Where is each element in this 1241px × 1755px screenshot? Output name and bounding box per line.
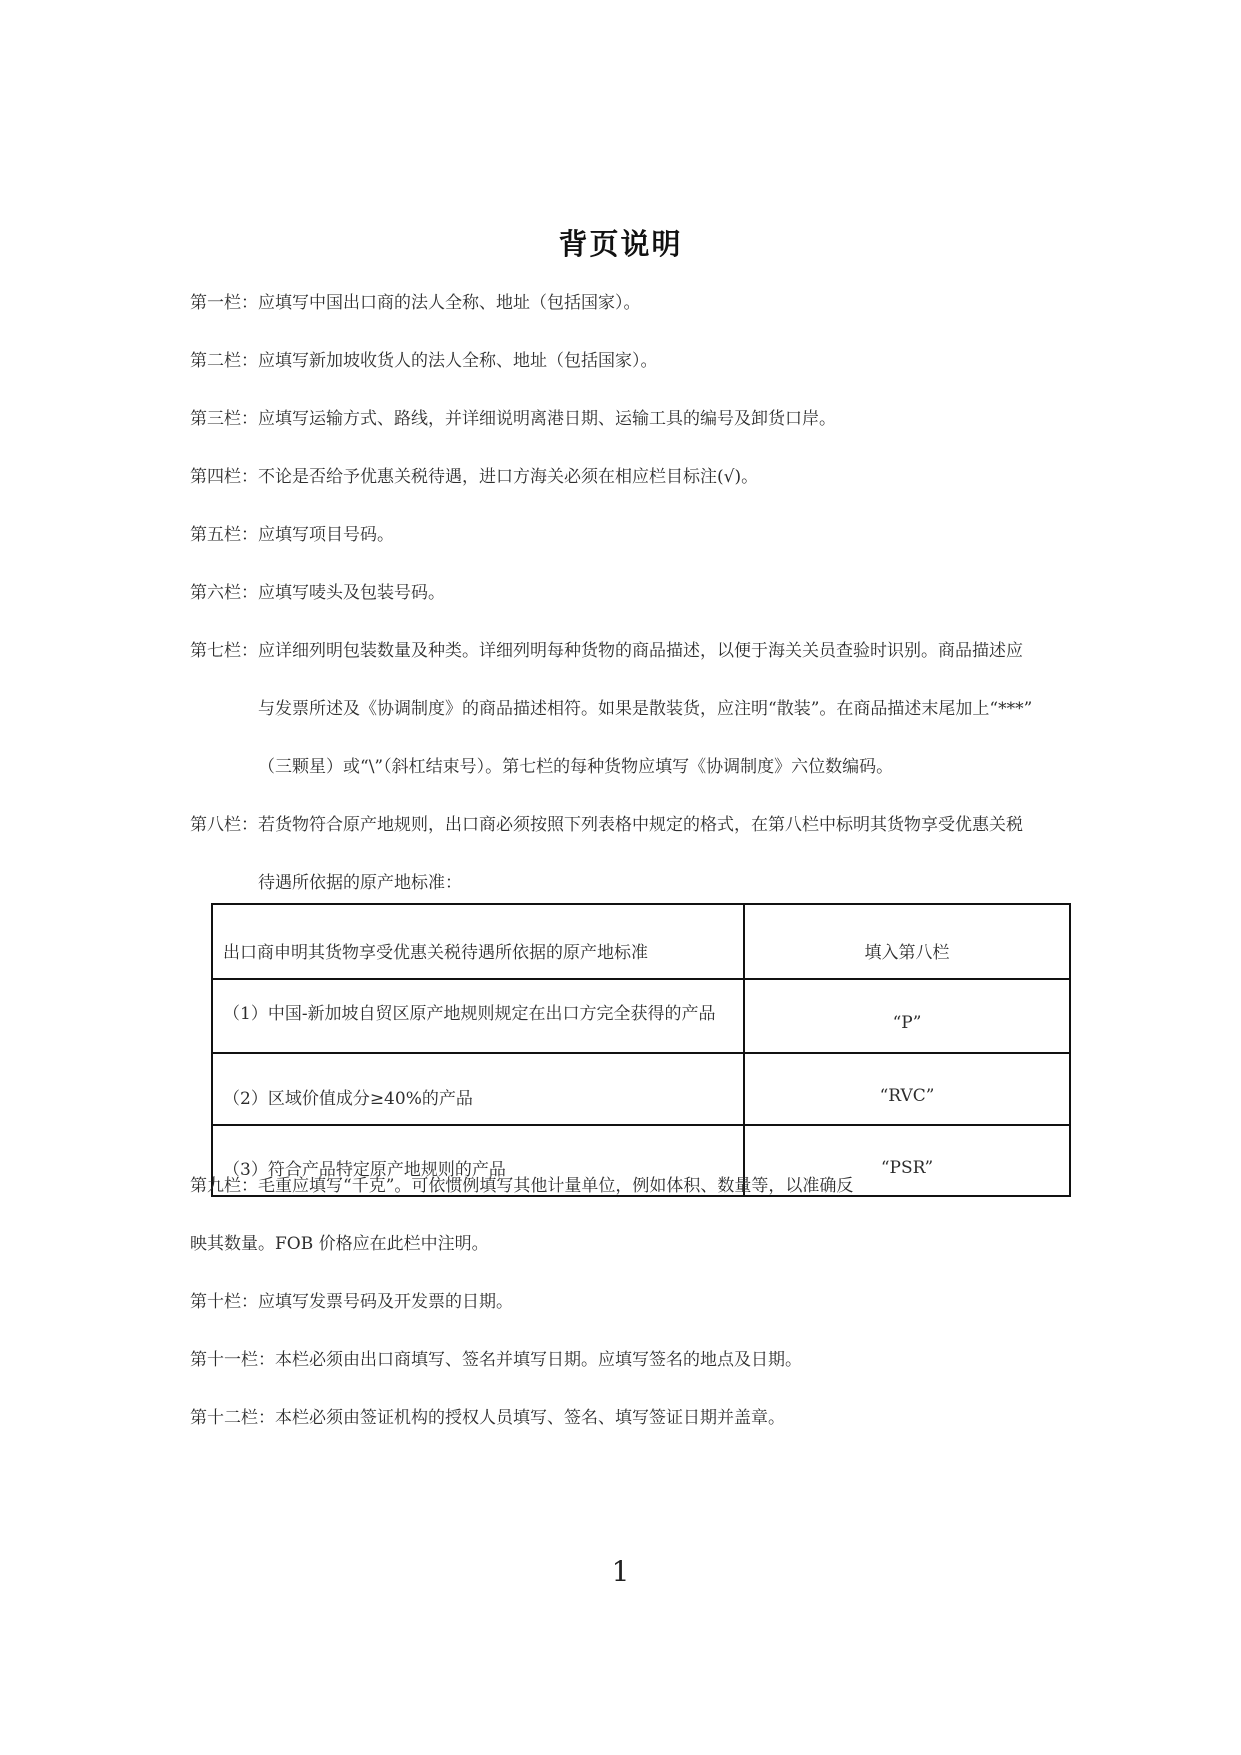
table-row — [212, 979, 1070, 1053]
table-header-row — [212, 904, 1070, 979]
column-9-instruction-line-2: 映其数量。FOB 价格应在此栏中注明。 — [190, 1234, 489, 1254]
column-7-instruction-line-2: 与发票所述及《协调制度》的商品描述相符。如果是散装货，应注明“散装”。在商品描述末尾加上“***” — [258, 699, 1033, 719]
page-title: 背页说明 — [558, 227, 683, 261]
origin-criteria-table — [211, 903, 1071, 1197]
column-9-instruction-line-1: 第九栏：毛重应填写“千克”。可依惯例填写其他计量单位，例如体积、数量等，以准确反 — [190, 1176, 854, 1196]
table-header-criterion: 出口商申明其货物享受优惠关税待遇所依据的原产地标准 — [212, 904, 744, 979]
table-header-column-8: 填入第八栏 — [744, 904, 1070, 979]
column-7-instruction-line-3: （三颗星）或“\”（斜杠结束号）。第七栏的每种货物应填写《协调制度》六位数编码。 — [258, 757, 894, 777]
column-5-instruction: 第五栏：应填写项目号码。 — [190, 525, 394, 545]
column-10-instruction: 第十栏：应填写发票号码及开发票的日期。 — [190, 1292, 513, 1312]
column-1-instruction: 第一栏：应填写中国出口商的法人全称、地址（包括国家）。 — [190, 293, 641, 313]
criterion-cell: （3）符合产品特定原产地规则的产品 — [212, 1125, 744, 1196]
code-cell: “PSR” — [744, 1125, 1070, 1196]
code-cell: “P” — [744, 979, 1070, 1053]
code-cell: “RVC” — [744, 1053, 1070, 1125]
column-8-instruction-line-1: 第八栏：若货物符合原产地规则，出口商必须按照下列表格中规定的格式，在第八栏中标明其货物享受优惠关税 — [190, 815, 1023, 835]
column-6-instruction: 第六栏：应填写唛头及包装号码。 — [190, 583, 445, 603]
column-7-instruction-line-1: 第七栏：应详细列明包装数量及种类。详细列明每种货物的商品描述，以便于海关关员查验时识别。商品描述应 — [190, 641, 1023, 661]
column-8-instruction-line-2: 待遇所依据的原产地标准： — [258, 873, 462, 893]
column-11-instruction: 第十一栏：本栏必须由出口商填写、签名并填写日期。应填写签名的地点及日期。 — [190, 1350, 802, 1370]
table-row — [212, 1053, 1070, 1125]
page-number: 1 — [611, 1555, 630, 1588]
criterion-cell: （1）中国-新加坡自贸区原产地规则规定在出口方完全获得的产品 — [212, 979, 744, 1053]
column-4-instruction: 第四栏：不论是否给予优惠关税待遇，进口方海关必须在相应栏目标注(√)。 — [190, 467, 759, 487]
column-2-instruction: 第二栏：应填写新加坡收货人的法人全称、地址（包括国家）。 — [190, 351, 658, 371]
column-12-instruction: 第十二栏：本栏必须由签证机构的授权人员填写、签名、填写签证日期并盖章。 — [190, 1408, 785, 1428]
criterion-cell: （2）区域价值成分≥40%的产品 — [212, 1053, 744, 1125]
column-3-instruction: 第三栏：应填写运输方式、路线，并详细说明离港日期、运输工具的编号及卸货口岸。 — [190, 409, 836, 429]
